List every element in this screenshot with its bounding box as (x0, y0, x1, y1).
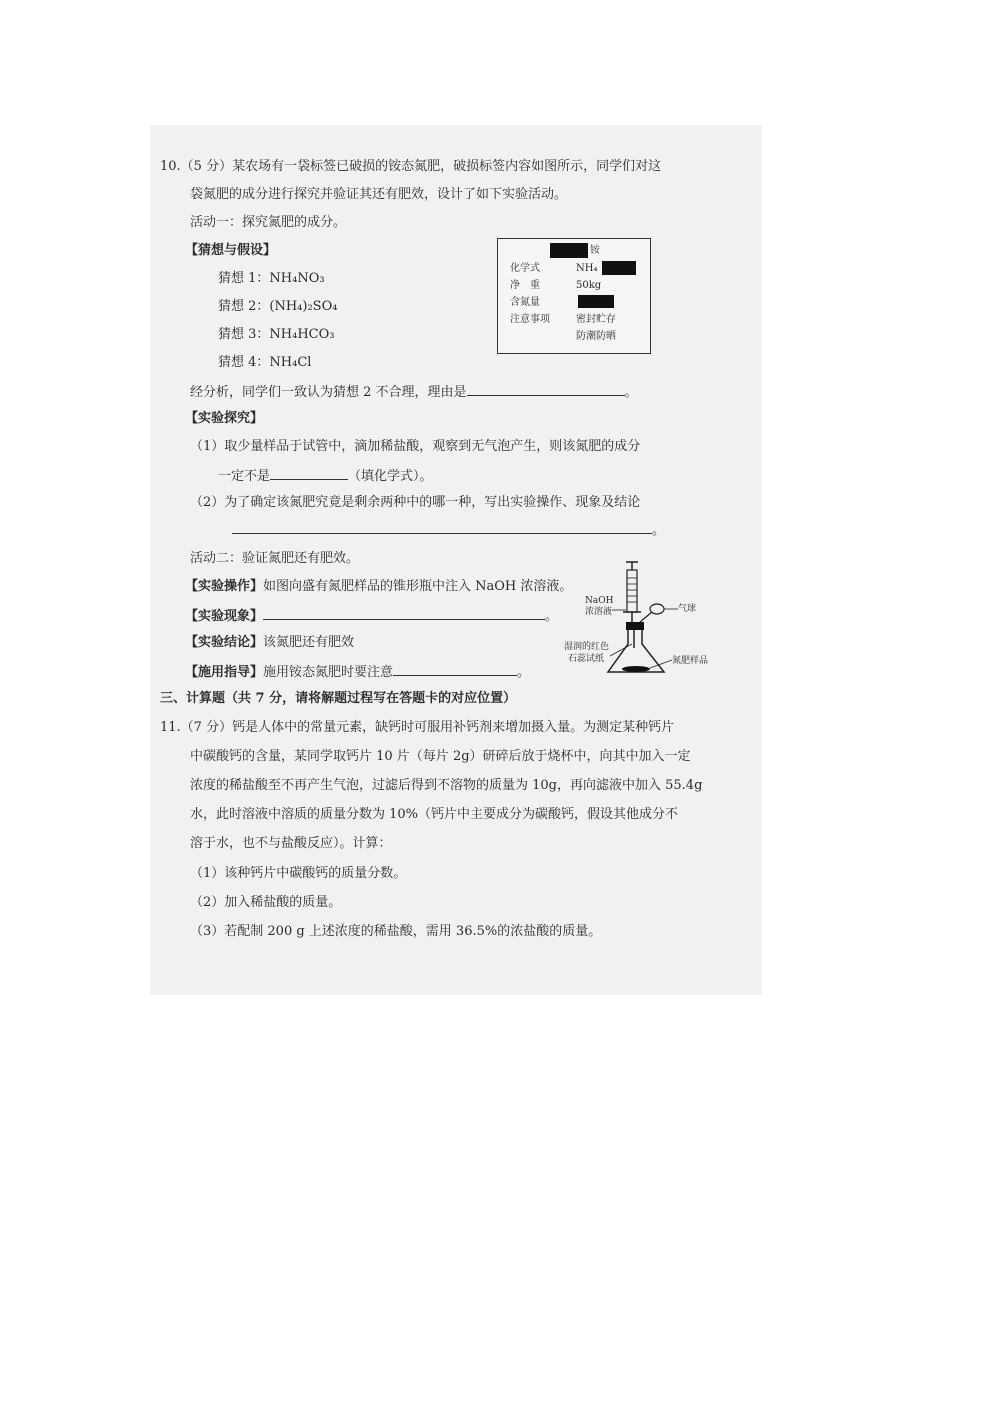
label-formula-val: NH₄ (576, 263, 598, 274)
label-litmus-2: 石蕊试纸 (568, 654, 605, 664)
analysis-line (190, 382, 638, 402)
analysis-text: 经分析，同学们一致认为猜想 2 不合理，理由是 (190, 385, 467, 400)
section-3-heading: 三、计算题（共 7 分，请将解题过程写在答题卡的对应位置） (160, 691, 517, 706)
guide-heading: 【施用指导】 (185, 665, 264, 680)
q11-line2: 中碳酸钙的含量，某同学取钙片 10 片（每片 2g）研碎后放于烧杯中，向其中加入一定 (190, 749, 691, 764)
q11-line3: 浓度的稀盐酸至不再产生气泡，过滤后得到不溶物的质量为 10g，再向滤液中加入 55.4g (190, 778, 703, 793)
step1-line2 (218, 466, 433, 486)
label-content-key: 含氮量 (510, 297, 540, 308)
experiment-heading: 【实验探究】 (185, 411, 264, 426)
answer-blank-formula[interactable] (270, 466, 348, 480)
label-formula-key: 化学式 (510, 263, 540, 274)
label-balloon: 气球 (678, 604, 697, 614)
operation-line (185, 578, 572, 596)
conclusion-line (185, 634, 354, 652)
apparatus-diagram (564, 560, 730, 680)
label-note-val2: 防潮防晒 (576, 331, 616, 342)
hypothesis-heading: 【猜想与假设】 (185, 243, 277, 258)
q10-line1: 10.（5 分）某农场有一袋标签已破损的铵态氮肥，破损标签内容如图所示，同学们对这 (160, 159, 662, 174)
guess-4: 猜想 4：NH₄Cl (218, 355, 312, 370)
activity2: 活动二：验证氮肥还有肥效。 (190, 551, 360, 566)
q11-sub1: （1）该种钙片中碳酸钙的质量分数。 (190, 866, 407, 881)
step1-suffix: （填化学式）。 (348, 469, 433, 484)
q11-sub2: （2）加入稀盐酸的质量。 (190, 895, 342, 910)
answer-blank-step2[interactable] (232, 520, 652, 534)
label-note-val1: 密封贮存 (576, 314, 616, 325)
operation-heading: 【实验操作】 (185, 579, 264, 594)
label-weight-val: 50kg (576, 280, 602, 291)
answer-blank-phenomenon[interactable] (263, 606, 545, 620)
step1-prefix: 一定不是 (218, 469, 271, 484)
phenomenon-line (185, 606, 558, 626)
guide-line (185, 662, 530, 682)
guess-1: 猜想 1：NH₄NO₃ (218, 271, 325, 286)
period: 。 (545, 609, 559, 624)
redacted-content (578, 295, 614, 308)
answer-blank-reason[interactable] (467, 382, 625, 396)
q11-line5: 溶于水，也不与盐酸反应）。计算： (190, 836, 392, 851)
operation-text: 如图向盛有氮肥样品的锥形瓶中注入 NaOH 浓溶液。 (263, 579, 573, 594)
period: 。 (517, 665, 531, 680)
guide-text: 施用铵态氮肥时要注意 (263, 665, 394, 680)
q11-line1: 11.（7 分）钙是人体中的常量元素，缺钙时可服用补钙剂来增加摄入量。为测定某种钙片 (160, 720, 675, 735)
label-litmus-1: 湿润的红色 (564, 642, 610, 652)
label-note-key: 注意事项 (510, 314, 550, 325)
period: 。 (652, 523, 666, 538)
redacted-formula (602, 261, 636, 275)
conclusion-heading: 【实验结论】 (185, 635, 264, 650)
redacted-name (550, 243, 588, 258)
step2-line: （2）为了确定该氮肥究竟是剩余两种中的哪一种，写出实验操作、现象及结论 (190, 495, 641, 510)
phenomenon-heading: 【实验现象】 (185, 609, 264, 624)
step1-line1: （1）取少量样品于试管中，滴加稀盐酸，观察到无气泡产生，则该氮肥的成分 (190, 439, 641, 454)
label-sample: 氮肥样品 (672, 656, 709, 666)
q11-line4: 水，此时溶液中溶质的质量分数为 10%（钙片中主要成分为碳酸钙，假设其他成分不 (190, 807, 679, 822)
answer-blank-guide[interactable] (393, 662, 517, 676)
fertilizer-label (497, 238, 651, 354)
q10-line2: 袋氮肥的成分进行探究并验证其还有肥效，设计了如下实验活动。 (190, 187, 568, 202)
activity1: 活动一：探究氮肥的成分。 (190, 215, 347, 230)
q11-sub3: （3）若配制 200 g 上述浓度的稀盐酸，需用 36.5%的浓盐酸的质量。 (190, 924, 602, 939)
guess-2: 猜想 2：(NH₄)₂SO₄ (218, 299, 338, 314)
label-solution: 浓溶液 (585, 607, 613, 617)
label-title-suffix: 铵 (590, 245, 600, 256)
label-naoh: NaOH (585, 596, 614, 606)
period: 。 (624, 385, 638, 400)
guess-3: 猜想 3：NH₄HCO₃ (218, 327, 335, 342)
label-weight-key: 净 重 (510, 280, 540, 291)
conclusion-text: 该氮肥还有肥效 (263, 635, 355, 650)
step2-answer-line (232, 520, 665, 540)
